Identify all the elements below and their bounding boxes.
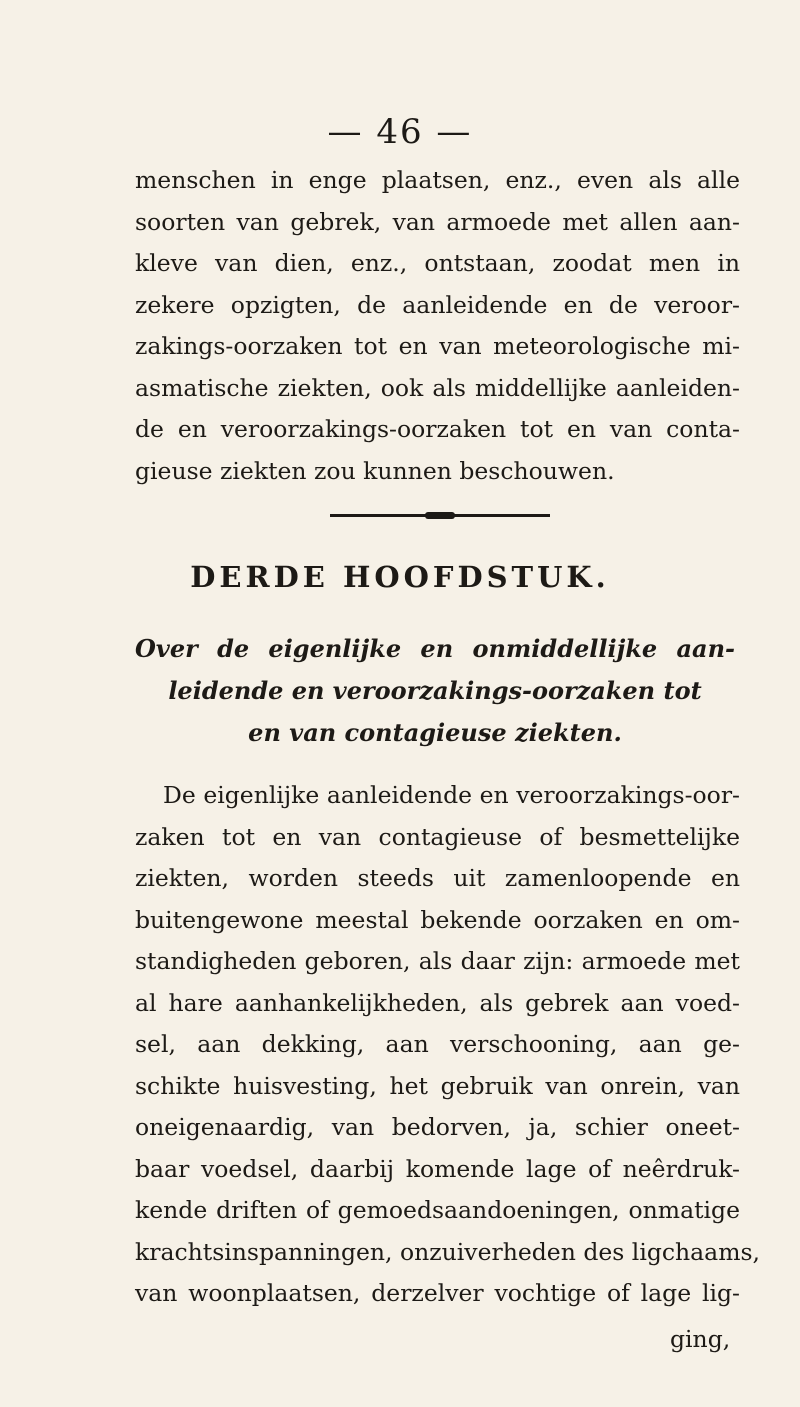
text-line: buitengewone meestal bekende oorzaken en om-	[135, 905, 740, 934]
text-line: van woonplaatsen, derzelver vochtige of lage lig-	[135, 1279, 740, 1307]
subtitle-line: leidende en veroorzakings-oorzaken tot	[168, 676, 702, 705]
subtitle-line: en van contagieuse ziekten.	[248, 718, 622, 747]
chapter-subtitle	[135, 628, 735, 754]
text-line: De eigenlijke aanleidende en veroorzakings-oor-	[163, 781, 740, 809]
text-line: krachtsinspanningen, onzuiverheden des ligchaams,	[135, 1237, 761, 1266]
text-line: zaken tot en van contagieuse of besmettelijke	[135, 822, 740, 851]
text-line: menschen in enge plaatsen, enz., even als alle	[135, 166, 740, 194]
text-line: kende driften of gemoedsaandoeningen, onmatige	[135, 1196, 740, 1224]
page-number: — 46 —	[327, 112, 473, 152]
catchword: ging,	[670, 1325, 731, 1353]
text-line: al hare aanhankelijkheden, als gebrek aan voed-	[135, 988, 740, 1017]
text-line: zekere opzigten, de aanleidende en de veroor-	[135, 290, 740, 319]
text-line: schikte huisvesting, het gebruik van onrein, van	[135, 1071, 740, 1100]
subtitle-line: Over de eigenlijke en onmiddellijke aan-	[135, 634, 735, 663]
section-divider	[330, 514, 550, 517]
text-line: standigheden geboren, als daar zijn: armoede met	[135, 947, 740, 975]
paragraph-main	[135, 775, 761, 1315]
text-line: oneigenaardig, van bedorven, ja, schier oneet-	[135, 1113, 740, 1141]
text-line: zakings-oorzaken tot en van meteorologische mi-	[135, 332, 740, 360]
text-line: gieuse ziekten zou kunnen beschouwen.	[135, 456, 615, 485]
chapter-title: DERDE HOOFDSTUK.	[190, 560, 610, 594]
text-line: ziekten, worden steeds uit zamenloopende en	[135, 864, 740, 892]
text-line: sel, aan dekking, aan verschooning, aan ge-	[135, 1030, 740, 1058]
text-line: asmatische ziekten, ook als middellijke aanleiden-	[135, 373, 740, 402]
text-line: baar voedsel, daarbij komende lage of neêrdruk-	[135, 1154, 740, 1183]
text-line: soorten van gebrek, van armoede met allen aan-	[135, 207, 740, 236]
text-line: kleve van dien, enz., ontstaan, zoodat men in	[135, 249, 740, 277]
paragraph-continuation	[135, 160, 740, 492]
text-line: de en veroorzakings-oorzaken tot en van conta-	[135, 415, 740, 443]
